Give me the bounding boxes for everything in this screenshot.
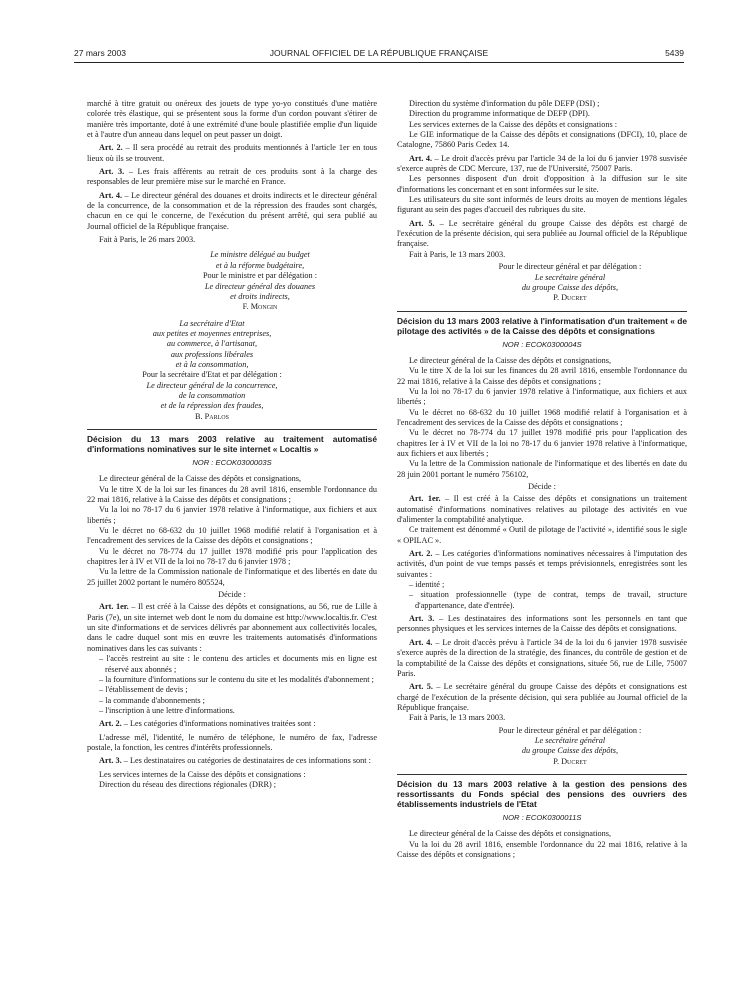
- paragraph: Les personnes disposent d'un droit d'opposition à la diffusion sur le site d'informations les concernant et en sont informées sur le site.: [397, 174, 687, 194]
- services-list: [87, 654, 377, 716]
- paragraph: Vu le décret no 68-632 du 10 juillet 1968 modifié relatif à l'organisation et à l'encadrement des services de la Caisse des dépôts et consignations ;: [397, 407, 687, 427]
- signatory-name: B. Parlos: [195, 411, 229, 421]
- paragraph: Le directeur général de la Caisse des dépôts et consignations,: [99, 474, 302, 484]
- nor-reference: NOR : ECOK0300011S: [502, 812, 582, 822]
- decide-heading: Décide :: [218, 590, 246, 600]
- journal-title: JOURNAL OFFICIEL DE LA RÉPUBLIQUE FRANÇAISE: [269, 48, 489, 58]
- left-column: [87, 99, 377, 790]
- section-divider: [87, 429, 377, 430]
- signature-block-douanes: Le ministre délégué au budget et à la réforme budgétaire, Pour le ministre et par délégation : Le directeur général des douanes et droits indirects, F. Mongin: [87, 250, 377, 312]
- paragraph: Les services internes de la Caisse des dépôts et consignations :: [99, 769, 306, 779]
- nor-reference: NOR : ECOK0300003S: [192, 457, 272, 467]
- article-1: Art. 1er. – Il est créé à la Caisse des dépôts et consignations, au 56, rue de Lille à Paris (7e), un site internet web dont le nom du domaine est http://www.localtis.fr. C'est un site d'informations et de services délivrés par abonnement aux collectivités locales, dans le cadre duquel sont mis en œuvre les traitements automatisés d'informations nominatives dans les cas suivants :: [87, 602, 377, 653]
- signature-block-ducret: Pour le directeur général et par délégation : Le secrétaire général du groupe Caisse des dépôts, P. Ducret: [397, 726, 687, 767]
- signature-block-secretaire: La secrétaire d'Etat aux petites et moyennes entreprises, au commerce, à l'artisanat, aux professions libérales et à la consommation, Pour la secrétaire d'Etat et par délégation : Le directeur général de la concurrence, de la consommation et de la répression des fraudes, B. Parlos: [87, 319, 377, 422]
- header-rule: [74, 62, 684, 63]
- paragraph: Vu la loi no 78-17 du 6 janvier 1978 relative à l'informatique, aux fichiers et aux libertés ;: [87, 505, 377, 525]
- list-item: – l'inscription à une lettre d'informations.: [99, 706, 377, 716]
- signatory-name: P. Ducret: [553, 756, 587, 766]
- list-item: – la fourniture d'informations sur le contenu du site et les modalités d'abonnement ;: [99, 675, 377, 685]
- paragraph: Le GIE informatique de la Caisse des dépôts et consignations (DFCI), 10, place de Catalogne, 75860 Paris Cedex 14.: [397, 130, 687, 150]
- decision-title: Décision du 13 mars 2003 relative au traitement automatisé d'informations nominatives sur le site internet « Localtis »: [87, 433, 377, 454]
- article-5: Art. 5. – Le secrétaire général du groupe Caisse des dépôts est chargé de l'exécution de la présente décision, qui sera publiée au Journal officiel de la République française.: [397, 218, 687, 249]
- list-item: – l'accès restreint au site : le contenu des articles et documents mis en ligne est réservé aux abonnés ;: [99, 654, 377, 675]
- article-2: Art. 2. – Les catégories d'informations nominatives nécessaires à l'imputation des activités, d'un point de vue temps passés et temps prévisionnels, enregistrées sont les suivantes :: [397, 549, 687, 579]
- decision-title: Décision du 13 mars 2003 relative à la gestion des pensions des ressortissants du Fonds spécial des pensions des ouvriers des établissements industriels de l'Etat: [397, 778, 687, 809]
- list-item: – la commande d'abonnements ;: [99, 696, 377, 706]
- paragraph: Vu le décret no 68-632 du 10 juillet 1968 modifié relatif à l'organisation et à l'encadrement des services de la Caisse des dépôts et consignations ;: [87, 526, 377, 546]
- paragraph: Vu le décret no 78-774 du 17 juillet 1978 modifié pris pour l'application des chapitres Ier à IV et VII de la loi no 78-17 du 6 janvier 1978 ;: [87, 546, 377, 567]
- paragraph: L'adresse mél, l'identité, le numéro de téléphone, le numéro de fax, l'adresse postale, la fonction, les centres d'intérêts professionnels.: [87, 732, 377, 752]
- article-3: Art. 3. – Les destinataires des informations sont les personnels en tant que personnes physiques et les services internes de la Caisse des dépôts et consignations.: [397, 614, 687, 634]
- paragraph: Direction du programme informatique de DEFP (DPI).: [409, 109, 590, 119]
- section-divider: [397, 311, 687, 312]
- article-4: Art. 4. – Le droit d'accès prévu par l'article 34 de la loi du 6 janvier 1978 susvisée s'exerce auprès de CDC Mercure, 137, rue de l'Université, 75007 Paris.: [397, 153, 687, 174]
- paragraph: marché à titre gratuit ou onéreux des jouets de type yo-yo constitués d'une matière colorée très élastique, qui se présentent sous la forme d'un cordon pouvant s'étirer de manière très importante, doté à une extrémité d'une boule plastifiée emplie d'un liquide et à l'autre d'un anneau dans lequel on peut passer un doigt.: [87, 99, 377, 140]
- paragraph: Vu la lettre de la Commission nationale de l'informatique et des libertés en date du 25 juillet 2002 portant le numéro 805524,: [87, 567, 377, 587]
- fait-a-paris: Fait à Paris, le 13 mars 2003.: [409, 249, 506, 259]
- paragraph: Direction du réseau des directions régionales (DRR) ;: [99, 779, 277, 789]
- right-column: [397, 99, 687, 860]
- signature-block-ducret: Pour le directeur général et par délégation : Le secrétaire général du groupe Caisse des dépôts, P. Ducret: [397, 262, 687, 303]
- article-4: Art. 4. – Le droit d'accès prévu à l'article 34 de la loi du 6 janvier 1978 susvisée s'exerce auprès de la direction de la stratégie, des finances, du contrôle de gestion et de la comptabilité de la Caisse des dépôts et consignations, située 56, rue de Lille, 75007 Paris.: [397, 637, 687, 678]
- paragraph: Vu la lettre de la Commission nationale de l'informatique et des libertés en date du 28 juin 2001 portant le numéro 756102,: [397, 459, 687, 479]
- section-divider: [397, 774, 687, 775]
- paragraph: Le directeur général de la Caisse des dépôts et consignations,: [409, 829, 612, 839]
- paragraph: Ce traitement est dénommé « Outil de pilotage de l'activité », identifié sous le sigle « OPILAC ».: [397, 525, 687, 545]
- signatory-name: F. Mongin: [242, 302, 278, 312]
- paragraph: Les services externes de la Caisse des dépôts et consignations :: [409, 119, 618, 129]
- nor-reference: NOR : ECOK0300004S: [502, 339, 582, 349]
- article-3: Art. 3. – Les destinataires ou catégories de destinataires de ces informations sont :: [99, 756, 371, 766]
- article-5: Art. 5. – Le secrétaire général du groupe Caisse des dépôts et consignations est chargé de l'exécution de la présente décision, qui sera publiée au Journal officiel de la République française.: [397, 682, 687, 712]
- decide-heading: Décide :: [528, 482, 556, 491]
- issue-date: 27 mars 2003: [74, 48, 126, 58]
- list-item: – situation professionnelle (type de contrat, temps de travail, structure d'appartenance, date d'entrée).: [409, 590, 687, 611]
- list-item: – l'établissement de devis ;: [99, 685, 377, 695]
- list-item: – identité ;: [409, 580, 687, 590]
- fait-a-paris: Fait à Paris, le 13 mars 2003.: [409, 713, 506, 723]
- page-number: 5439: [665, 48, 684, 58]
- paragraph: Vu le titre X de la loi sur les finances du 28 avril 1816, ensemble l'ordonnance du 22 mai 1816, relative à la Caisse des dépôts et consignations ;: [397, 366, 687, 386]
- signatory-name: P. Ducret: [553, 293, 587, 303]
- paragraph: Direction du système d'information du pôle DEFP (DSI) ;: [409, 99, 600, 108]
- paragraph: Vu le décret no 78-774 du 17 juillet 1978 modifié pris pour l'application des chapitres Ier à IV et VII de la loi no 78-17 du 6 janvier 1978 relative à l'informatique, aux fichiers et aux libertés ;: [397, 428, 687, 458]
- page-header: [74, 48, 684, 62]
- paragraph: Vu le titre X de la loi sur les finances du 28 avril 1816, ensemble l'ordonnance du 22 mai 1816, relative à la Caisse des dépôts et consignations ;: [87, 484, 377, 504]
- paragraph: Le directeur général de la Caisse des dépôts et consignations,: [409, 355, 612, 365]
- article-2: Art. 2. – Les catégories d'informations nominatives traitées sont :: [99, 719, 316, 729]
- fait-a-paris: Fait à Paris, le 26 mars 2003.: [99, 235, 196, 245]
- paragraph: Vu la loi du 28 avril 1816, ensemble l'ordonnance du 22 mai 1816, relative à la Caisse des dépôts et consignations ;: [397, 839, 687, 859]
- decision-title: Décision du 13 mars 2003 relative à l'informatisation d'un traitement « de pilotage des activités » de la Caisse des dépôts et consignations: [397, 315, 687, 336]
- paragraph: Vu la loi no 78-17 du 6 janvier 1978 relative à l'informatique, aux fichiers et aux libertés ;: [397, 386, 687, 407]
- article-3: Art. 3. – Les frais afférents au retrait de ces produits sont à la charge des responsables de leur première mise sur le marché en France.: [87, 167, 377, 187]
- categories-list: [397, 580, 687, 611]
- article-1: Art. 1er. – Il est créé à la Caisse des dépôts et consignations un traitement automatisé d'informations nominatives relatives au pilotage des activités en vue d'alimenter la comptabilité analytique.: [397, 494, 687, 525]
- article-4: Art. 4. – Le directeur général des douanes et droits indirects et le directeur général de la concurrence, de la consommation et de la répression des fraudes sont chargés, chacun en ce qui le concerne, de l'exécution du présent arrêté, qui sera publié au Journal officiel de la République française.: [87, 190, 377, 231]
- article-2: Art. 2. – Il sera procédé au retrait des produits mentionnés à l'article 1er en tous lieux où ils se trouvent.: [87, 143, 378, 163]
- paragraph: Les utilisateurs du site sont informés de leurs droits au moyen de mentions légales figurant au sein des pages d'accueil des rubriques du site.: [397, 195, 687, 215]
